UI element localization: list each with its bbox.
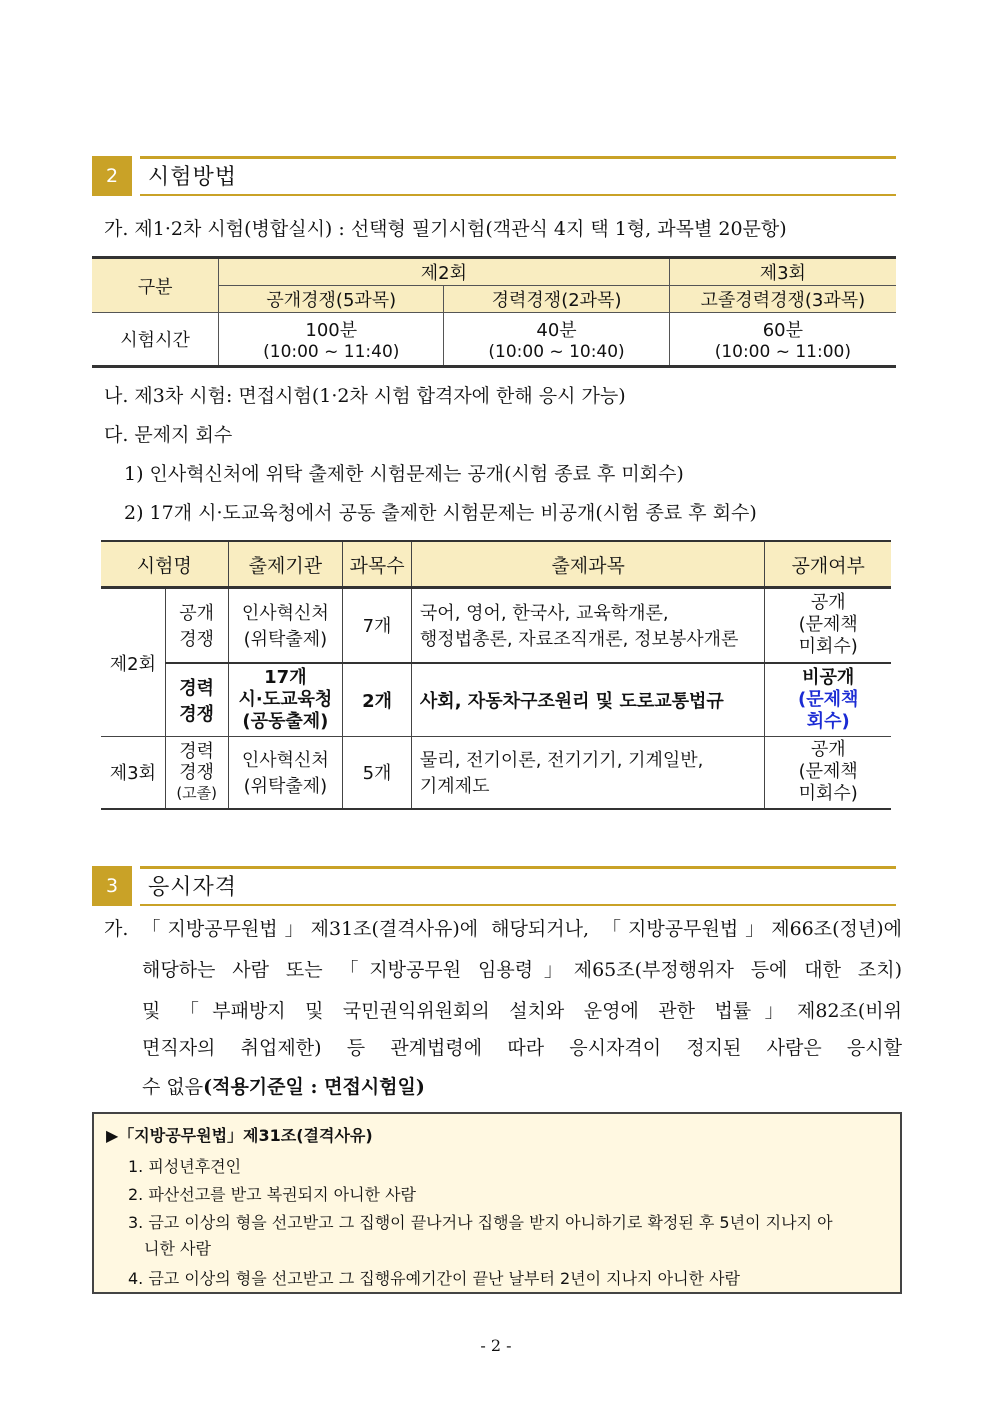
subjects-cell: 물리, 전기이론, 전기기기, 기계일반, 기계제도 xyxy=(411,737,765,809)
cell: 100분 (10:00 ~ 11:40) xyxy=(219,313,444,367)
section-number: 2 xyxy=(92,156,132,196)
divider xyxy=(140,904,896,906)
header-subjects: 출제과목 xyxy=(411,541,765,588)
list-item-continued: 니한 사람 xyxy=(144,1239,211,1258)
cell: 40분 (10:00 ~ 10:40) xyxy=(444,313,669,367)
paragraph-da-1: 1) 인사혁신처에 위탁 출제한 시험문제는 공개(시험 종료 후 미회수) xyxy=(124,463,684,485)
count-cell: 5개 xyxy=(343,737,412,809)
paragraph-ga: 가. 제1·2차 시험(병합실시) : 선택형 필기시험(객관식 4지 택 1형, 과목별 20문항) xyxy=(104,218,787,240)
public-cell: 공개 (문제책 미회수) xyxy=(765,588,891,663)
org-cell: 인사혁신처 (위탁출제) xyxy=(228,588,343,663)
reference-date: (적용기준일 : 면접시험일) xyxy=(203,1076,425,1098)
question-paper-table xyxy=(101,540,891,810)
public-cell: 비공개 (문제책 회수) xyxy=(765,663,891,737)
subjects-cell: 국어, 영어, 한국사, 교육학개론, 행정법총론, 자료조직개론, 정보봉사개론 xyxy=(411,588,765,663)
type-cell: 경력 경쟁 (고졸) xyxy=(165,737,228,809)
type-cell: 경력 경쟁 xyxy=(165,663,228,737)
list-item: 4. 금고 이상의 형을 선고받고 그 집행유예기간이 끝난 날부터 2년이 지나지 아니한 사람 xyxy=(128,1269,740,1288)
box-title: ▶「지방공무원법」제31조(결격사유) xyxy=(106,1126,373,1145)
list-item: 2. 파산선고를 받고 복권되지 아니한 사람 xyxy=(128,1185,416,1204)
paragraph-line: 수 없음(적용기준일 : 면접시험일) xyxy=(142,1076,425,1098)
paragraph-na: 나. 제3차 시험: 면접시험(1·2차 시험 합격자에 한해 응시 가능) xyxy=(104,385,626,407)
section-title: 시험방법 xyxy=(148,165,238,190)
round-3-label: 제3회 xyxy=(101,737,165,809)
header-career: 경력경쟁(2과목) xyxy=(444,286,669,313)
header-count: 과목수 xyxy=(343,541,412,588)
header-round2: 제2회 xyxy=(219,258,670,286)
list-item: 1. 피성년후견인 xyxy=(128,1157,242,1176)
header-round3: 제3회 xyxy=(669,258,896,286)
paragraph-line: 해당하는 사람 또는 「지방공무원 임용령」제65조(부정행위자 등에 대한 조치) xyxy=(142,959,902,981)
paragraph-line: 및 「부패방지 및 국민권익위원회의 설치와 운영에 관한 법률」제82조(비위 xyxy=(142,1000,902,1022)
count-cell: 7개 xyxy=(343,588,412,663)
section-number: 3 xyxy=(92,866,132,906)
section-title: 응시자격 xyxy=(148,875,238,900)
section-2-header xyxy=(92,156,896,196)
type-cell: 공개 경쟁 xyxy=(165,588,228,663)
round-2-label: 제2회 xyxy=(101,588,165,737)
header-gubun: 구분 xyxy=(92,258,219,313)
page-number: - 2 - xyxy=(480,1336,512,1355)
subjects-cell: 사회, 자동차구조원리 및 도로교통법규 xyxy=(411,663,765,737)
header-public: 공개여부 xyxy=(765,541,891,588)
header-exam-name: 시험명 xyxy=(101,541,228,588)
org-cell: 17개 시·도교육청 (공동출제) xyxy=(228,663,343,737)
header-highschool: 고졸경력경쟁(3과목) xyxy=(669,286,896,313)
paragraph-da-2: 2) 17개 시·도교육청에서 공동 출제한 시험문제는 비공개(시험 종료 후 회수) xyxy=(124,502,757,524)
org-cell: 인사혁신처 (위탁출제) xyxy=(228,737,343,809)
cell: 60분 (10:00 ~ 11:00) xyxy=(669,313,896,367)
paragraph-line: 가. 「지방공무원법」제31조(결격사유)에 해당되거나, 「지방공무원법」제66조(정년)에 xyxy=(104,918,902,940)
paragraph-da: 다. 문제지 회수 xyxy=(104,424,233,446)
divider xyxy=(140,156,896,159)
disqualification-box xyxy=(92,1112,902,1294)
divider xyxy=(140,194,896,196)
row-label: 시험시간 xyxy=(92,313,219,367)
public-cell: 공개 (문제책 미회수) xyxy=(765,737,891,809)
paragraph-line: 면직자의 취업제한) 등 관계법령에 따라 응시자격이 정지된 사람은 응시할 xyxy=(142,1037,902,1059)
header-org: 출제기관 xyxy=(228,541,343,588)
list-item: 3. 금고 이상의 형을 선고받고 그 집행이 끝나거나 집행을 받지 아니하기로 확정된 후 5년이 지나지 아 xyxy=(128,1213,833,1232)
count-cell: 2개 xyxy=(343,663,412,737)
exam-time-table xyxy=(92,256,896,368)
divider xyxy=(140,866,896,869)
section-3-header xyxy=(92,866,896,906)
header-open: 공개경쟁(5과목) xyxy=(219,286,444,313)
